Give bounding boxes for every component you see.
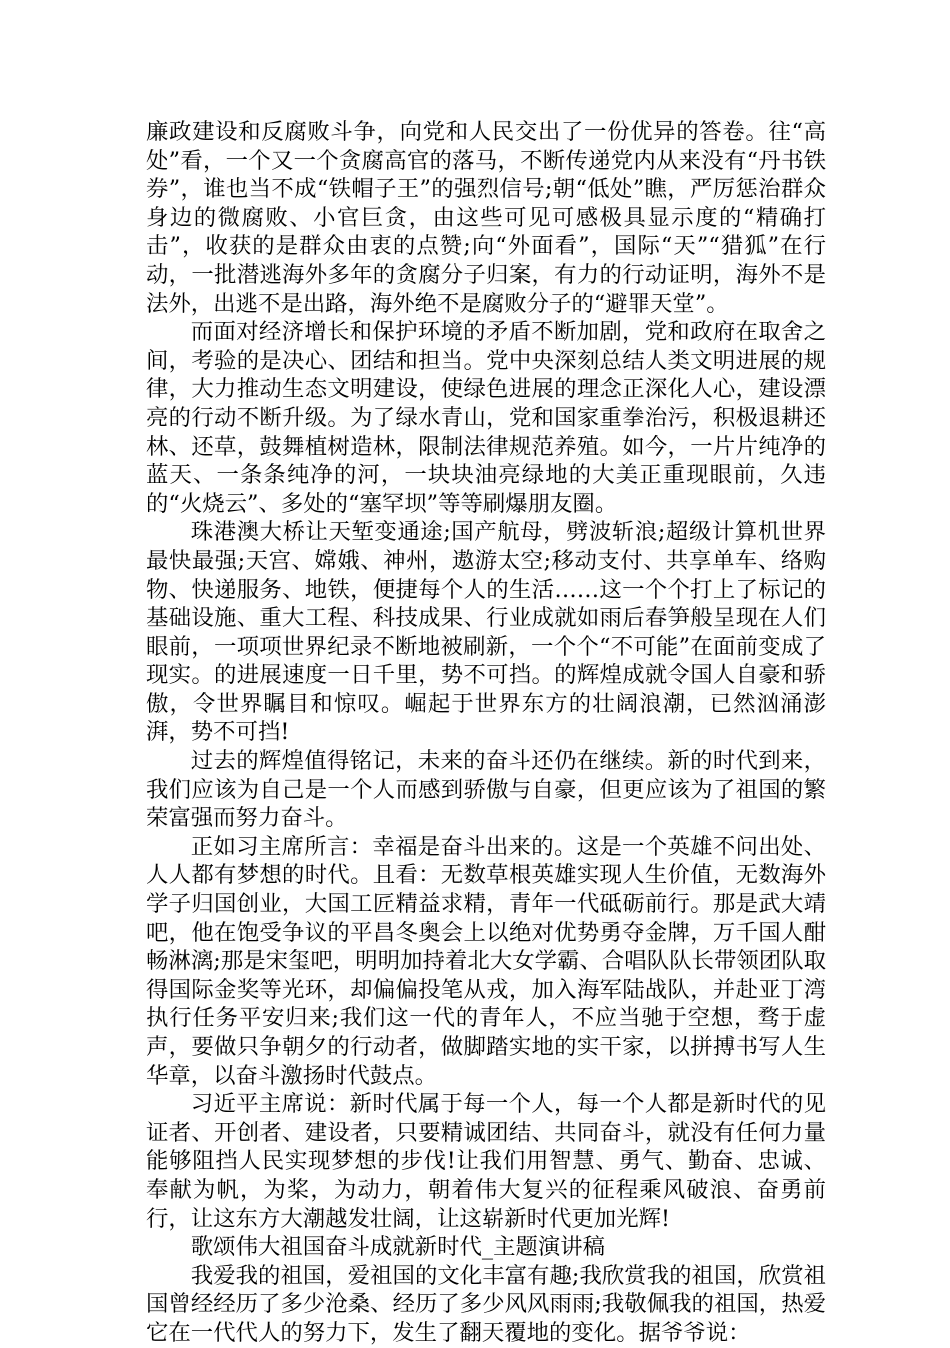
paragraph-achievements: 珠港澳大桥让天堑变通途;国产航母，劈波斩浪;超级计算机世界最快最强;天宫、嫦娥、神州，遨游太空;移动支付、共享单车、络购物、快递服务、地铁，便捷每个人的生活……这一个个打上了标记的基础设施、重大工程、科技成果、行业成就如雨后春笋般呈现在人们眼前，一项项世界纪录不断地被刷新，一个个“不可能”在面前变成了现实。的进展速度一日千里，势不可挡。的辉煌成就令国人自豪和骄傲，令世界瞩目和惊叹。崛起于世界东方的壮阔浪潮，已然汹涌澎湃，势不可挡!	[146, 519, 826, 746]
paragraph-ecology: 而面对经济增长和保护环境的矛盾不断加剧，党和政府在取舍之间，考验的是决心、团结和担当。党中央深刻总结人类文明进展的规律，大力推动生态文明建设，使绿色进展的理念正深化人心，建设漂亮的行动不断升级。为了绿水青山，党和国家重拳治污，积极退耕还林、还草，鼓舞植树造林，限制法律规范养殖。如今，一片片纯净的蓝天、一条条纯净的河，一块块油亮绿地的大美正重现眼前，久违的“火烧云”、多处的“塞罕坝”等等刷爆朋友圈。	[146, 319, 826, 517]
paragraph-future: 过去的辉煌值得铭记，未来的奋斗还仍在继续。新的时代到来，我们应该为自己是一个人而感到骄傲与自豪，但更应该为了祖国的繁荣富强而努力奋斗。	[146, 748, 826, 832]
paragraph-love-country: 我爱我的祖国，爱祖国的文化丰富有趣;我欣赏我的祖国，欣赏祖国曾经经历了多少沧桑、经历了多少风风雨雨;我敬佩我的祖国，热爱它在一代代人的努力下，发生了翻天覆地的变化。据爷爷说：	[146, 1262, 826, 1346]
paragraph-new-era: 习近平主席说：新时代属于每一个人，每一个人都是新时代的见证者、开创者、建设者，只要精诚团结、共同奋斗，就没有任何力量能够阻挡人民实现梦想的步伐!让我们用智慧、勇气、勤奋、忠诚、奉献为帆，为桨，为动力，朝着伟大复兴的征程乘风破浪、奋勇前行，让这东方大潮越发壮阔，让这崭新时代更加光辉!	[146, 1091, 826, 1232]
paragraph-struggle: 正如习主席所言：幸福是奋斗出来的。这是一个英雄不问出处、人人都有梦想的时代。且看：无数草根英雄实现人生价值，无数海外学子归国创业，大国工匠精益求精，青年一代砥砺前行。那是武大靖吧，他在饱受争议的平昌冬奥会上以绝对优势勇夺金牌，万千国人酣畅淋漓;那是宋玺吧，明明加持着北大女学霸、合唱队队长带领团队取得国际金奖等光环，却偏偏投笔从戎，加入海军陆战队，并赴亚丁湾执行任务平安归来;我们这一代的青年人，不应当驰于空想，骛于虚声，要做只争朝夕的行动者，做脚踏实地的实干家，以拼搏书写人生华章，以奋斗激扬时代鼓点。	[146, 833, 826, 1089]
section-title: 歌颂伟大祖国奋斗成就新时代_主题演讲稿	[190, 1234, 606, 1261]
document-body	[146, 118, 826, 1348]
paragraph-anticorruption: 廉政建设和反腐败斗争，向党和人民交出了一份优异的答卷。往“高处”看，一个又一个贪腐高官的落马，不断传递党内从来没有“丹书铁券”，谁也当不成“铁帽子王”的强烈信号;朝“低处”瞧，严厉惩治群众身边的微腐败、小官巨贪，由这些可见可感极具显示度的“精确打击”，收获的是群众由衷的点赞;向“外面看”，国际“天”“猎狐”在行动，一批潜逃海外多年的贪腐分子归案，有力的行动证明，海外不是法外，出逃不是出路，海外绝不是腐败分子的“避罪天堂”。	[146, 119, 826, 317]
